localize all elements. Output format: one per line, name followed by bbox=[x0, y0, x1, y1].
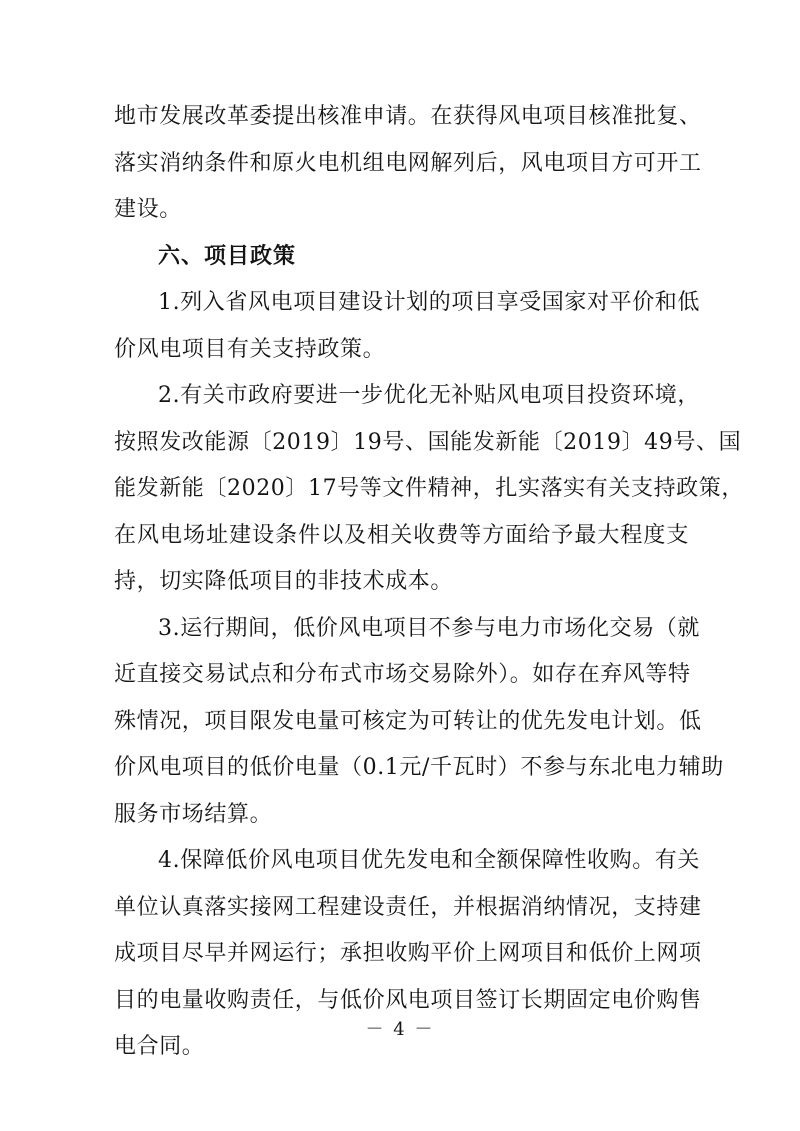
text-line: 价风电项目有关支持政策。 bbox=[114, 336, 386, 362]
section-heading: 六、项目政策 bbox=[158, 243, 297, 269]
text-line: 服务市场结算。 bbox=[114, 801, 273, 827]
text-line: 落实消纳条件和原火电机组电网解列后，风电项目方可开工 bbox=[114, 150, 702, 176]
page-number: － 4 － bbox=[365, 1019, 435, 1040]
body-text bbox=[114, 94, 744, 1071]
text-line: 能发新能〔2020〕17号等文件精神，扎实落实有关支持政策， bbox=[114, 476, 744, 501]
text-line: 单位认真落实接网工程建设责任，并根据消纳情况，支持建 bbox=[114, 894, 702, 920]
text-line: 成项目尽早并网运行；承担收购平价上网项目和低价上网项 bbox=[114, 941, 702, 966]
text-line: 2.有关市政府要进一步优化无补贴风电项目投资环境， bbox=[158, 383, 700, 408]
text-line: 近直接交易试点和分布式市场交易除外）。如存在弃风等特 bbox=[114, 662, 691, 687]
text-line: 4.保障低价风电项目优先发电和全额保障性收购。有关 bbox=[158, 848, 700, 873]
text-line: 持，切实降低项目的非技术成本。 bbox=[114, 569, 454, 594]
text-line: 1.列入省风电项目建设计划的项目享受国家对平价和低 bbox=[158, 290, 700, 315]
text-line: 地市发展改革委提出核准申请。在获得风电项目核准批复、 bbox=[114, 104, 702, 129]
text-line: 电合同。 bbox=[114, 1034, 205, 1059]
text-line: 建设。 bbox=[114, 197, 182, 222]
text-line: 目的电量收购责任，与低价风电项目签订长期固定电价购售 bbox=[114, 987, 702, 1013]
text-line: 殊情况，项目限发电量可核定为可转让的优先发电计划。低 bbox=[114, 708, 702, 734]
text-line: 价风电项目的低价电量（0.1元/千瓦时）不参与东北电力辅助 bbox=[114, 755, 724, 780]
text-line: 3.运行期间，低价风电项目不参与电力市场化交易（就 bbox=[158, 615, 700, 641]
text-line: 按照发改能源〔2019〕19号、国能发新能〔2019〕49号、国 bbox=[114, 429, 742, 455]
text-line: 在风电场址建设条件以及相关收费等方面给予最大程度支 bbox=[114, 522, 689, 548]
